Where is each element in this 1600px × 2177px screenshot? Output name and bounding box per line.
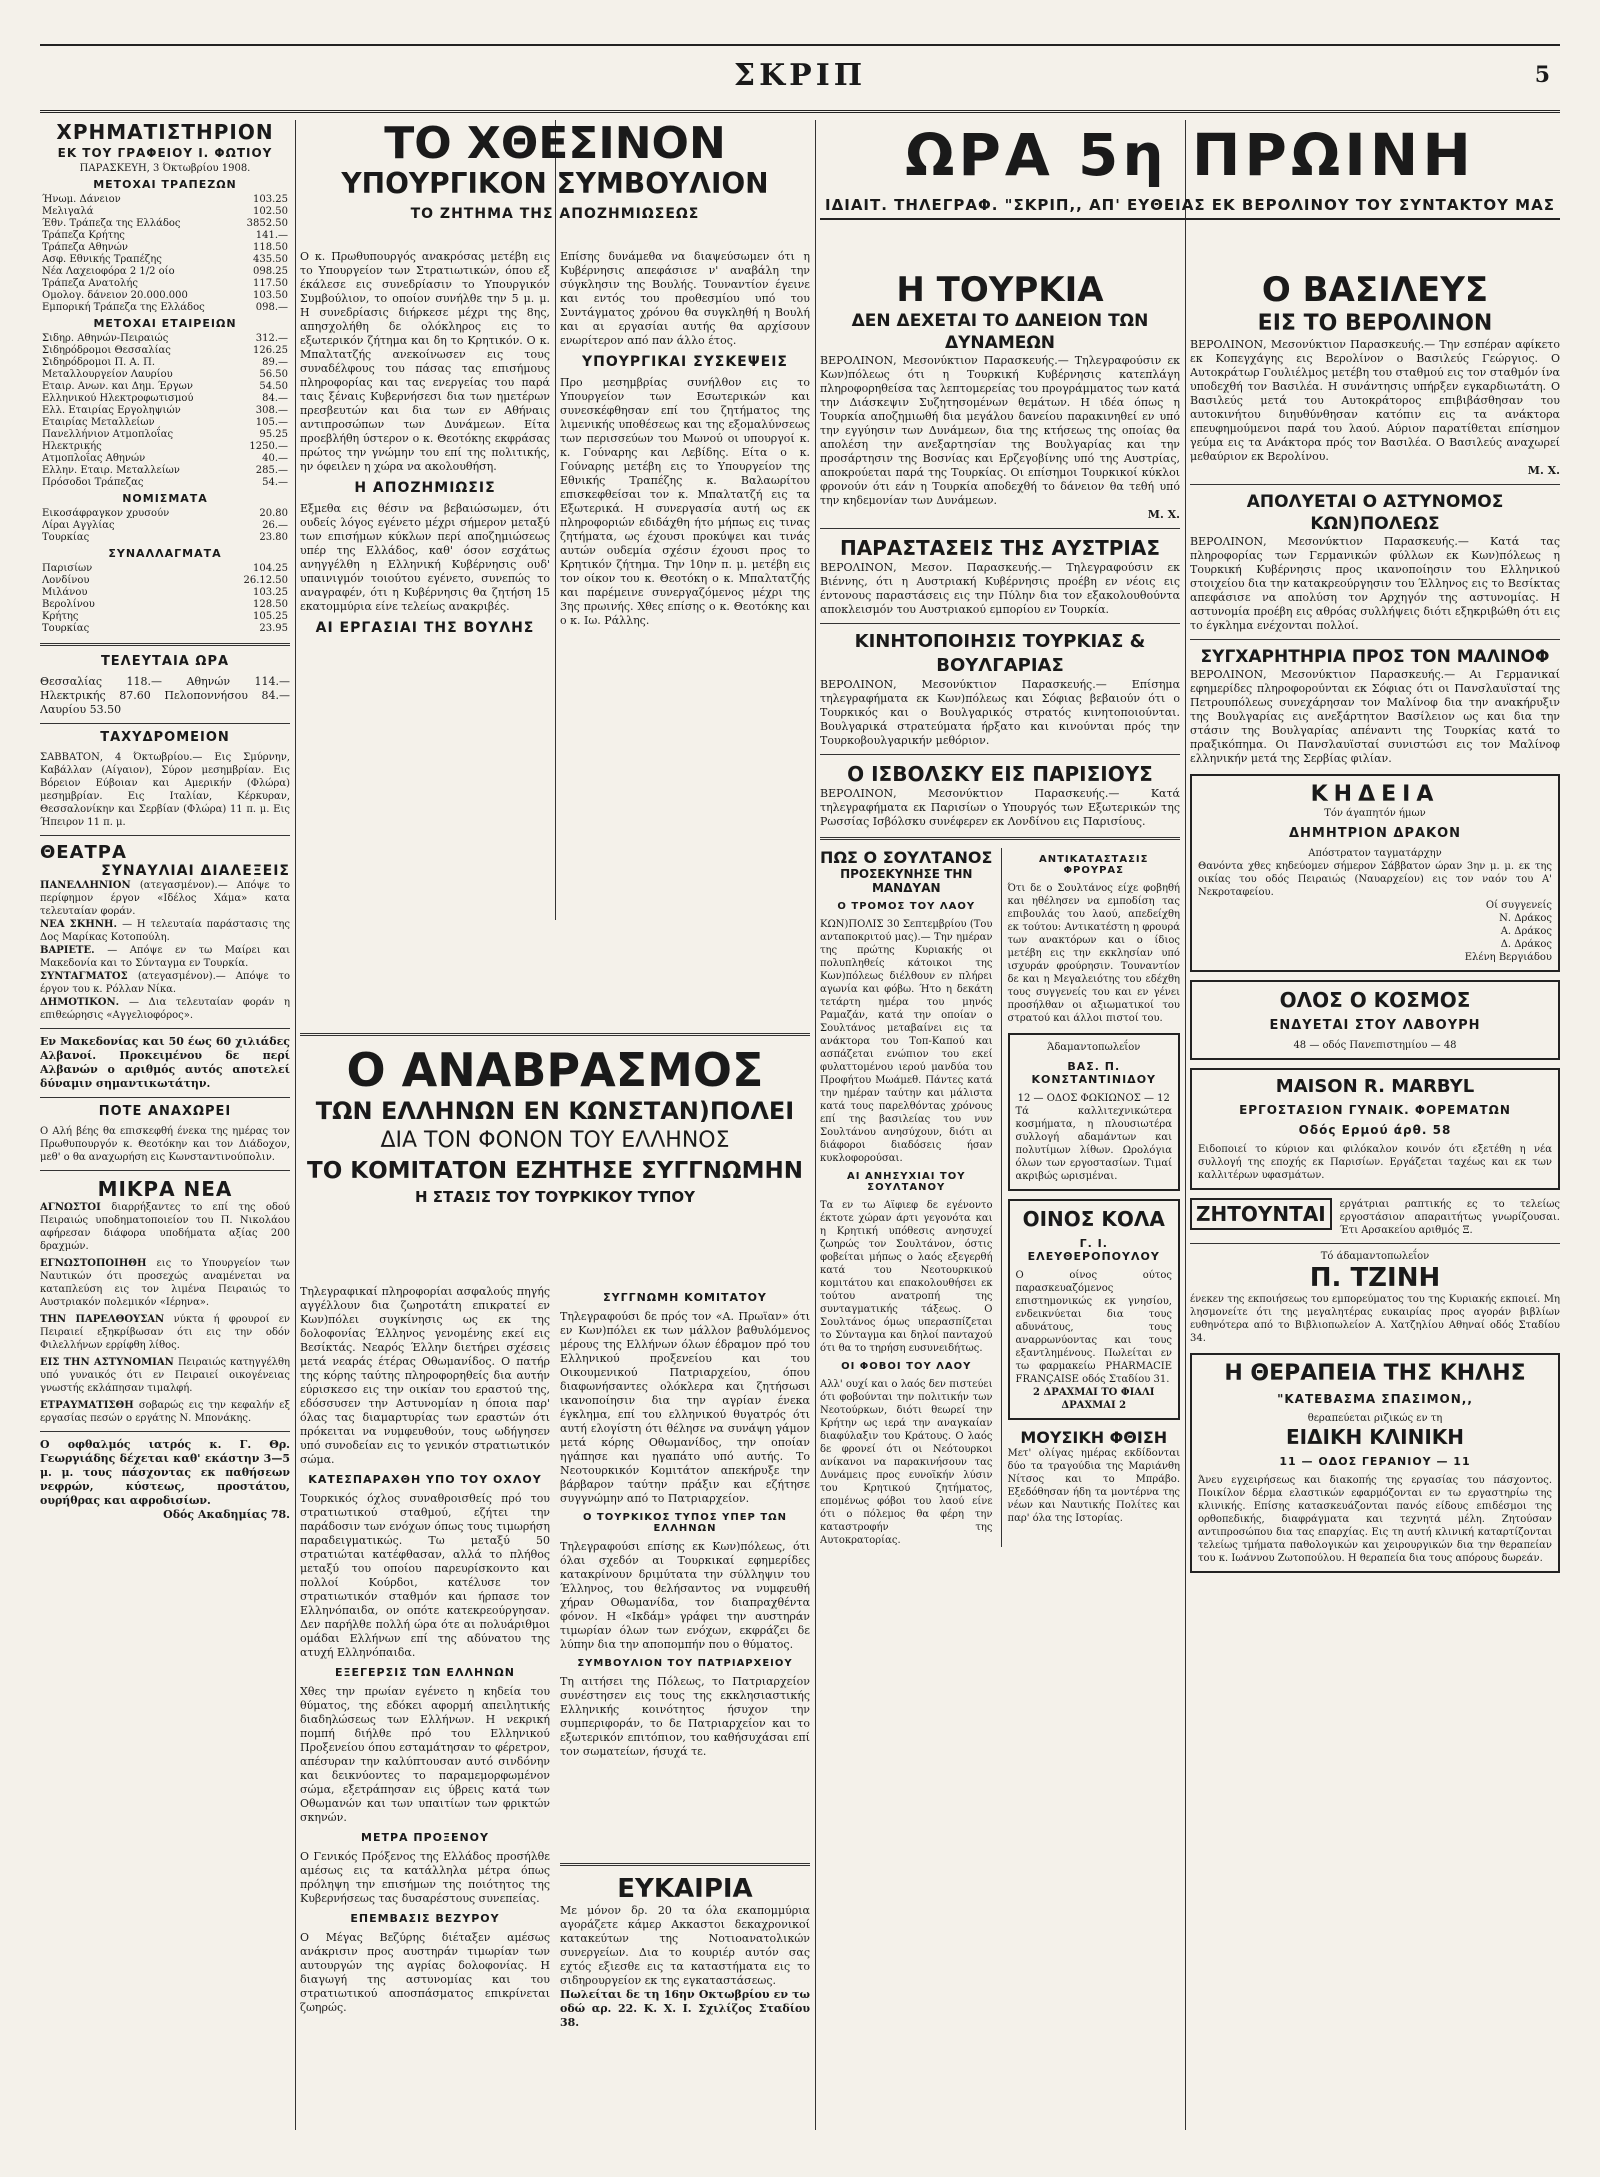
price-name: Μεταλλουργείον Λαυρίου [42, 369, 173, 380]
timely-address: Πωλείται δε τη 16ην Οκτωβρίου εν τω οδώ αρ. 22. Κ. Χ. Ι. Σχιλίζος Σταδίου 38. [560, 1988, 810, 2029]
price-row [40, 278, 290, 290]
turkey-subtitle: ΔΕΝ ΔΕΧΕΤΑΙ ΤΟ ΔΑΝΕΙΟΝ ΤΩΝ ΔΥΝΑΜΕΩΝ [851, 311, 1149, 353]
price-name: Νέα Λαχειοφόρα 2 1/2 οίο [42, 266, 175, 277]
council-article-header [300, 120, 810, 228]
column-exchange [40, 120, 290, 2130]
price-name: Τουρκίας [42, 623, 90, 634]
price-value: 098.25 [253, 266, 288, 277]
coins-title: ΝΟΜΙΣΜΑΤΑ [122, 492, 208, 505]
tzinis-label: Τό άδαμαντοπωλεΐον [1320, 1251, 1430, 1262]
price-row [40, 393, 290, 405]
austria-title: ΠΑΡΑΣΤΑΣΕΙΣ ΤΗΣ ΑΥΣΤΡΙΑΣ [839, 536, 1161, 560]
page-number: 5 [1534, 62, 1550, 88]
mobilization-text: ΒΕΡΟΛΙΝΟΝ, Μεσονύκτιον Παρασκευής.— Επίσημα τηλεγραφήματα εκ Κων)πόλεως και Σόφιας βεβαιούν ότι ο Τουρκικός και ο Βουλγαρικός στρατός κινητοποιούνται. Βουλγαρικά στρατεύματα ήρξατο και κινούνται πρός την Τουρκοβουλγαρικήν μεθόριον. [820, 678, 1180, 747]
price-name: Τράπεζα Αθηνών [42, 242, 128, 253]
theatre-text: (ατεγασμένον).— Απόψε το έργον του κ. Ρόλλαν Νίκα. [40, 971, 290, 995]
price-value: 54.50 [259, 381, 288, 392]
theatre-item [40, 944, 290, 970]
last-hour-title: ΤΕΛΕΥΤΑΙΑ ΩΡΑ [100, 654, 230, 669]
king-signature: Μ. Χ. [1527, 464, 1560, 477]
wine-ad [1008, 1199, 1181, 1420]
post-text: ΣΑΒΒΑΤΟΝ, 4 Όκτωβρίου.— Εις Σμύρνην, Καβάλλαν (Αίγαιον), Σύρον μεσημβρίαν. Εις Βόρειον Εύβοιαν και Αμερικήν (Φλώρα) μεσημβρίαν. Εις Ιταλίαν, Κέρκυραν, Θεσσαλονίκην και Σερβίαν (Φλώρα) 11 π. μ. Εις Ήπειρον 11 π. μ. [40, 752, 290, 828]
price-row [40, 302, 290, 314]
therapy-ad [1190, 1353, 1560, 1573]
price-row [40, 230, 290, 242]
jeweller-address: 12 — ΟΔΟΣ ΦΩΚΙΩΝΟΣ — 12 [1017, 1093, 1170, 1104]
price-value: 26.12.50 [243, 575, 288, 586]
chamber-text: Επίσης δυνάμεθα να διαψεύσωμεν ότι η Κυβέρνησις απεφάσισε ν' αναβάλη την σύγκλησιν της Βουλής. Τουναντίον έγεινε και εντός του προθεσμίου υπό του Συντάγματος χρόνου θα συγκληθή η Βουλή και αι εργασίαι αυτής θα αρχίσουν ενωρίτερον από παν άλλο έτος. [560, 250, 810, 347]
price-value: 56.50 [259, 369, 288, 380]
chamber-title: ΑΙ ΕΡΓΑΣΙΑΙ ΤΗΣ ΒΟΥΛΗΣ [315, 620, 535, 636]
minor-news-text: διαρρήξαντες το επί της οδού Πειραιώς υποδηματοποιείον του Π. Νικολάου αφήρεσαν διάφορα υποδήματα αξίας 200 δραχμών. [40, 1202, 290, 1252]
funeral-family [1198, 899, 1552, 964]
price-value: 308.— [255, 405, 288, 416]
sultan-kicker: Ο ΤΡΟΜΟΣ ΤΟΥ ΛΑΟΥ [837, 901, 976, 912]
compensation-text: Εξμεθα εις θέσιν να βεβαιώσωμεν, ότι ουδείς λόγος εγένετο μέχρι σήμερον μεταξύ των επισήμων κύκλων περί αποζημιώσεως υπέρ της Ελλάδος, καθ' όσον εσχάτως ανηγγέλθη η Ελληνική Κυβέρνησις ουδ' υπαινιγμόν τοιούτου εγένετο, συνεπώς το αναγραφέν, ότι η Κυβέρνησις θα ζητήση 15 εκατομμύρια είνε τελείως ανακριβές. [300, 502, 550, 613]
price-value: 103.25 [253, 194, 288, 205]
theatre-list [40, 879, 290, 1022]
music-title: ΜΟΥΣΙΚΗ ΦΘΙΣΗ [1020, 1428, 1168, 1447]
timely-ad [560, 1855, 810, 2125]
maison-address: Οδός Ερμού άρθ. 58 [1298, 1123, 1452, 1137]
price-name: Κρήτης [42, 611, 79, 622]
column-rule [555, 120, 556, 920]
price-value: 105.25 [253, 611, 288, 622]
price-value: 20.80 [259, 508, 288, 519]
price-value: 103.25 [253, 587, 288, 598]
price-name: Σιδηρ. Αθηνών-Πειραιώς [42, 333, 169, 344]
therapy-sub2: θεραπεύεται ριζικώς εν τη [1307, 1413, 1443, 1424]
theatre-item [40, 879, 290, 918]
minor-news-text: Πειραιώς κατηγγέλθη υπό γυναικός ότι εν Πειραιεί οικογένειας γνωστής εκλάπησαν τιμαλφή. [40, 1357, 290, 1394]
departure-title: ΠΟΤΕ ΑΝΑΧΩΡΕΙ [98, 1104, 232, 1119]
minor-news-item [40, 1201, 290, 1253]
therapy-title: Η ΘΕΡΑΠΕΙΑ ΤΗΣ ΚΗΛΗΣ [1224, 1361, 1526, 1386]
masthead [40, 40, 1560, 113]
theatre-text: (ατεγασμένον).— Απόψε το περίφημον έργον «Ιδέλος Χάμα» κατα τελευταίαν φοράν. [40, 880, 290, 917]
fears-title: ΟΙ ΦΟΒΟΙ ΤΟΥ ΛΑΟΥ [841, 1361, 972, 1372]
price-row [40, 290, 290, 302]
macedonia-note: Εν Μακεδονίας και 50 έως 60 χιλιάδες Αλβανοί. Προκειμένου δε περί Αλβανών ο αριθμός αυτός αποτελεί δύναμιν σημαντικωτάτην. [40, 1035, 290, 1090]
world-sub: ΕΝΔΥΕΤΑΙ ΣΤΟΥ ΛΑΒΟΥΡΗ [1269, 1018, 1481, 1033]
council-meetings-title: ΥΠΟΥΡΓΙΚΑΙ ΣΥΣΚΕΨΕΙΣ [582, 354, 788, 370]
price-name: Εμπορική Τράπεζα της Ελλάδος [42, 302, 205, 313]
ferment-line3: ΔΙΑ ΤΟΝ ΦΟΝΟΝ ΤΟΥ ΕΛΛΗΝΟΣ [380, 1128, 730, 1153]
press-title: Ο ΤΟΥΡΚΙΚΟΣ ΤΥΠΟΣ ΥΠΕΡ ΤΩΝ ΕΛΛΗΝΩΝ [582, 1512, 788, 1534]
turkey-signature: Μ. Χ. [1147, 508, 1180, 521]
price-name: Λίραι Αγγλίας [42, 520, 115, 531]
theatre-text: — Δια τελευταίαν φοράν η επιθεώρησις «Αγγελιοφόρος». [40, 997, 290, 1021]
consul-measures-text: Ο Γενικός Πρόξενος της Ελλάδος προσήλθε αμέσως εις τα κατάλληλα μέτρα όπως πρόληψη την επισήμων της ποιότητος της Κυβερνήσεως τας δυσαρέστους συνεπείας. [300, 1850, 550, 1905]
theatre-item [40, 970, 290, 996]
ferment-column-b [560, 1285, 810, 1845]
price-row [40, 575, 290, 587]
unrest-title: ΑΙ ΑΝΗΣΥΧΙΑΙ ΤΟΥ ΣΟΥΛΤΑΝΟΥ [847, 1171, 966, 1193]
fx-title: ΣΥΝΑΛΛΑΓΜΑΤΑ [108, 547, 222, 560]
police-text: ΒΕΡΟΛΙΝΟΝ, Μεσονύκτιον Παρασκευής.— Κατά τας πληροφορίας των Γερμανικών φύλλων εκ Κων)πόλεως η Τουρκική Κυβέρνησις προς ικανοποίησιν του Ελληνικού στοιχείου δια την κατακρεούργησιν του Έλληνος εις το Βεσίκτας απεφάσισε να απολύση τον Αρχηγόν της αστυνομίας. Η αστυνομία προέβη εις αθρόας συλλήψεις διότι εξηκριβώθη ότι εις το έγκλημα ενέχονται πολλοί. [1190, 535, 1560, 632]
funeral-family-member: Οί συγγενείς [1485, 900, 1552, 911]
ferment-title: Ο ΑΝΑΒΡΑΣΜΟΣ [346, 1043, 764, 1097]
banks-table [40, 194, 290, 314]
king-subtitle: ΕΙΣ ΤΟ ΒΕΡΟΛΙΝΟΝ [1257, 311, 1493, 336]
price-name: Μιλάνου [42, 587, 88, 598]
crowd-text: Τουρκικός όχλος συναθροισθείς πρό του στρατιωτικού σταθμού, εζήτει την παράδοσιν των ενόχων όπως τους τιμωρήση παραδειγματικώς. Τω μεταξύ 50 στρατιώται κατέφθασαν, αλλά το πλήθος μεταξύ του οποίου παρευρίσκοντο και πολλοί Κούρδοι, κατέλυσε τον στρατιωτικόν σταθμόν και ήρπασε τον Ελληνόπαιδα, ον οπότε κατεκρεούργησαν. Δεν παρήλθε πολλή ώρα ότε αι πολυάριθμοι ομάδαι Ελλήνων επί της αδύνατου της ατυχή Ελληνόπαιδα. [300, 1492, 550, 1659]
funeral-family-member: Α. Δράκος [1500, 926, 1552, 937]
column-rule [815, 120, 816, 2130]
price-row [40, 465, 290, 477]
izvolsky-title: Ο ΙΣΒΟΛΣΚΥ ΕΙΣ ΠΑΡΙΣΙΟΥΣ [847, 762, 1153, 786]
price-value: 84.— [262, 393, 288, 404]
uprising-text: Χθες την πρωίαν εγένετο η κηδεία του θύματος, της εδόκει αφορμή απειλητικής διαδηλώσεως των Ελλήνων. Η νεκρική πομπή διήλθε πρό του Ελληνικού Προξενείου όπου εσταμάτησαν το φέρετρον, απέσυραν την καλύπτουσαν αυτό σινδόνην και δεικνύοντες το παραμεμορφωμένον σώμα, εξετράπησαν εις ύβρεις κατά των Οθωμανών και των υπαιτίων των φρικτών σκηνών. [300, 1685, 550, 1824]
wine-title: ΟΙΝΟΣ ΚΟΛΑ [1022, 1207, 1165, 1231]
price-name: Ομολογ. δάνειον 20.000.000 [42, 290, 188, 301]
compensation-title: Η ΑΠΟΖΗΜΙΩΣΙΣ [354, 480, 496, 496]
price-name: Ελλην. Εταιρ. Μεταλλείων [42, 465, 180, 476]
price-row [40, 266, 290, 278]
theatre-title: ΘΕΑΤΡΑ [40, 842, 127, 863]
consul-measures-title: ΜΕΤΡΑ ΠΡΟΞΕΝΟΥ [361, 1831, 489, 1844]
apology-title: ΣΥΓΓΝΩΜΗ ΚΟΜΙΤΑΤΟΥ [603, 1291, 767, 1304]
price-row [40, 532, 290, 544]
council-kicker: ΤΟ ΖΗΤΗΜΑ ΤΗΣ ΑΠΟΖΗΜΙΩΣΕΩΣ [410, 206, 700, 222]
theatre-name: ΔΗΜΟΤΙΚΟΝ. [40, 997, 129, 1008]
price-row [40, 357, 290, 369]
greetings-title: ΣΥΓΧΑΡΗΤΗΡΙΑ ΠΡΟΣ ΤΟΝ ΜΑΛΙΝΟΦ [1200, 647, 1550, 667]
price-value: 40.— [262, 453, 288, 464]
doctor-address: Οδός Ακαδημίας 78. [163, 1508, 290, 1521]
sultan-title: ΠΩΣ Ο ΣΟΥΛΤΑΝΟΣ [820, 848, 993, 867]
theatre-name: ΝΕΑ ΣΚΗΝΗ. [40, 919, 123, 930]
price-row [40, 218, 290, 230]
doctor-ad: Ο οφθαλμός ιατρός κ. Γ. Θρ. Γεωργιάδης δέχεται καθ' εκάστην 3—5 μ. μ. τους πάσχοντας εκ παθήσεων νεφρών, κύστεως, προστάτου, ουρήθρας και αφροδισίων. [40, 1438, 290, 1507]
izvolsky-text: ΒΕΡΟΛΙΝΟΝ, Μεσονύκτιον Παρασκευής.— Κατά τηλεγραφήματα εκ Παρισίων ο Υπουργός των Εξωτερικών της Ρωσσίας Ισβόλσκυ συνέφερεν εκ Λονδίνου εις Παρισίους. [820, 787, 1180, 828]
hour5-title: ΩΡΑ 5η ΠΡΩΙΝΗ [905, 121, 1475, 189]
newspaper-page [40, 40, 1560, 2140]
minor-news-head: ΤΗΝ ΠΑΡΕΛΘΟΥΣΑΝ [40, 1314, 174, 1325]
hour5-sub: ΙΔΙΑΙΤ. ΤΗΛΕΓΡΑΦ. "ΣΚΡΙΠ,, ΑΠ' ΕΥΘΕΙΑΣ ΕΚ ΒΕΡΟΛΙΝΟΥ ΤΟΥ ΣΥΝΤΑΚΤΟΥ ΜΑΣ [820, 196, 1560, 220]
price-row [40, 333, 290, 345]
theatre-text: — Απόψε εν τω Μαίρει και Μακεδονία και το Σύνταγμα εν Τουρκία. [40, 945, 290, 969]
wine-price: 2 ΔΡΑΧΜΑΙ ΤΟ ΦΙΑΛΙ ΔΡΑΧΜΑΙ 2 [1033, 1387, 1155, 1411]
price-value: 89.— [262, 357, 288, 368]
guard-title: ΑΝΤΙΚΑΤΑΣΤΑΣΙΣ ΦΡΟΥΡΑΣ [1039, 854, 1149, 876]
price-value: 105.— [255, 417, 288, 428]
council-column-b [560, 250, 810, 1010]
tzinis-name: Π. ΤΖΙΝΗ [1309, 1263, 1441, 1293]
council-title: ΤΟ ΧΘΕΣΙΝΟΝ [384, 120, 726, 169]
price-row [40, 453, 290, 465]
tzinis-text: ένεκεν της εκποιήσεως του εμπορεύματος του της Κυριακής εκποιεί. Μη λησμονείτε ότι της μεγαλητέρας ευκαιρίας προς αγοράν βιβλίων ευθηνότερα από το Βιβλιοπωλείον Α. Χατζηλίου Αθηναί οδός Σταδίου 34. [1190, 1294, 1560, 1344]
price-row [40, 623, 290, 635]
price-value: 95.25 [259, 429, 288, 440]
price-name: Εικοσάφραγκον χρυσούν [42, 508, 170, 519]
price-row [40, 381, 290, 393]
minor-news-head: ΕΙΣ ΤΗΝ ΑΣΤΥΝΟΜΙΑΝ [40, 1357, 178, 1368]
departure-text: Ο Αλή βέης θα επισκεφθή ένεκα της ημέρας τον Πρωθυπουργόν κ. Θεοτόκην και τον Διάδοχον, μεθ' ο θα αναχωρήση εις Κωνσταντινούπολιν. [40, 1126, 290, 1163]
exchange-title: ΧΡΗΜΑΤΙΣΤΗΡΙΟΝ [56, 120, 274, 144]
masthead-rule [40, 44, 1560, 46]
minor-news-text: νύκτα ή φρουροί εν Πειραιεί εξηκρίβωσαν ότι εις την οδόν Φιλελλήνων ερρίφθη λίθος. [40, 1314, 290, 1351]
price-value: 23.95 [259, 623, 288, 634]
price-row [40, 417, 290, 429]
jeweller-name: ΒΑΣ. Π. ΚΟΝΣΤΑΝΤΙΝΙΔΟΥ [1031, 1060, 1157, 1086]
maison-title: MAISON R. MARBYL [1275, 1076, 1475, 1097]
price-name: Βερολίνου [42, 599, 95, 610]
price-value: 117.50 [253, 278, 288, 289]
price-name: Σιδηρόδρομοι Π. Α. Π. [42, 357, 155, 368]
minor-news-text: εις το Υπουργείον των Ναυτικών ότι προσεχώς αναμένεται να καταπλεύση εις τον λιμένα Πειραιώς το Αυστριακόν πολεμικόν «Ιέρηνα». [40, 1258, 290, 1308]
price-row [40, 599, 290, 611]
maison-ad [1190, 1068, 1560, 1190]
price-name: Πρόσοδοι Τράπεζας [42, 477, 144, 488]
price-name: Ελληνικού Ηλεκτροφωτισμού [42, 393, 194, 404]
theatre-name: ΒΑΡΙΕΤΕ. [40, 945, 108, 956]
price-value: 23.80 [259, 532, 288, 543]
price-value: 26.— [262, 520, 288, 531]
price-name: Ηλεκτρικής [42, 441, 102, 452]
jeweller-ad [1008, 1033, 1181, 1191]
turkey-title: Η ΤΟΥΡΚΙΑ [896, 270, 1104, 310]
price-name: Τράπεζα Ανατολής [42, 278, 138, 289]
exchange-source: ΕΚ ΤΟΥ ΓΡΑΦΕΙΟΥ Ι. ΦΩΤΙΟΥ [57, 146, 273, 160]
price-name: Σιδηρόδρομοι Θεσσαλίας [42, 345, 171, 356]
price-row [40, 405, 290, 417]
price-value: 285.— [255, 465, 288, 476]
price-row [40, 194, 290, 206]
price-name: Ατμοπλοΐας Αθηνών [42, 453, 146, 464]
ferment-column-a [300, 1285, 550, 2125]
wanted-ad [1190, 1198, 1560, 1237]
price-row [40, 254, 290, 266]
minor-news-title: ΜΙΚΡΑ ΝΕΑ [97, 1177, 233, 1201]
price-row [40, 587, 290, 599]
price-value: 3852.50 [246, 218, 288, 229]
paper-name: ΣΚΡΙΠ [733, 58, 867, 93]
wine-text: Ο οίνος ούτος παρασκευαζόμενος επιστημονικώς εκ γνησίου, ενδεικνύεται δια τους αδυνάτους, τους αναρρωνύοντας και τους εξαντλημένους. Πωλείται εν τω φαρμακείω PHARMACIE FRANÇAISE οδός Σταδίου 31. [1015, 1270, 1172, 1385]
companies-table [40, 333, 290, 489]
ferment-line2: ΤΩΝ ΕΛΛΗΝΩΝ ΕΝ ΚΩΝΣΤΑΝ)ΠΟΛΕΙ [315, 1097, 795, 1125]
price-value: 104.25 [253, 563, 288, 574]
press-text: Τηλεγραφούσι επίσης εκ Κων)πόλεως, ότι όλαι σχεδόν αι Τουρκικαί εφημερίδες κατακρίνουν δριμύτατα την σύλληψιν του Έλληνος, του θελήσαντος να νυμφευθή χήραν Οθωμανίδα, τον διαπραχθέντα φόνον. Η «Ικδάμ» γράφει την αυστηράν τιμωρίαν όλων των ενόχων, εκφράζει δε λύπην δια την αποπομπήν που ο θύματος. [560, 1540, 810, 1651]
sultan-column-a [820, 848, 993, 1547]
maison-sub: ΕΡΓΟΣΤΑΣΙΟΝ ΓΥΝΑΙΚ. ΦΟΡΕΜΑΤΩΝ [1239, 1103, 1511, 1117]
price-value: 435.50 [253, 254, 288, 265]
greetings-text: ΒΕΡΟΛΙΝΟΝ, Μεσονύκτιον Παρασκευής.— Αι Γερμανικαί εφημερίδες πληροφορούνται εκ Σόφιας ότι οι Πανσλαυϊσταί της Πετρουπόλεως συνεχάρησαν τον Μαλίνοφ δια την ανακήρυξιν της Βουλγαρίας εις ανεξάρτητον Βασίλειον ως και δια την στάσιν της Βουλγαρίας απέναντι της Τουρκίας κατά το πραξικόπημα. Οι Πανσλαυϊσταί συνιστώσι εις τον Μαλίνοφ ελληνικήν μετά της Σερβίας φιλίαν. [1190, 668, 1560, 765]
funeral-title: ΚΗΔΕΙΑ [1310, 782, 1440, 807]
hour5-banner [820, 120, 1560, 260]
theatre-text: — Η τελευταία παράστασις της Δος Μαρίκας Κοτοπούλη. [40, 919, 290, 943]
banks-title: ΜΕΤΟΧΑΙ ΤΡΑΠΕΖΩΝ [93, 178, 237, 191]
theatre-name: ΣΥΝΤΑΓΜΑΤΟΣ [40, 971, 138, 982]
crowd-title: ΚΑΤΕΣΠΑΡΑΧΘΗ ΥΠΟ ΤΟΥ ΟΧΛΟΥ [308, 1473, 542, 1486]
sultan-text: ΚΩΝ)ΠΟΛΙΣ 30 Σεπτεμβρίου (Του ανταποκριτού μας).— Την ημέραν της πρώτης Κυριακής οι πολυπληθείς κάτοικοι της Κων)πόλεως διέλθουν εν πλήρει αγωνία και φόβω. Ήτο η δεκάτη τετάρτη ημέρα του μηνός Ραμαζάν, κατά την οποίαν ο Σουλτάνος μεταβαίνει εις τα ανάκτορα του Τοπ-Καπού και ασπάζεται ενώπιον του εκεί φυλαττομένου ιερού μανδύα του Προφήτου Μωάμεθ. Πάντες κατά την ημέραν ταύτην και μάλιστα κατά τους παρελθόντας χρόνους επί της βασιλείας του νυν Σουλτάνου ανησύχουν, διότι αι διάφοροι διαδόσεις ήσαν κυκλοφορούσαι. [820, 919, 993, 1164]
price-row [40, 206, 290, 218]
timely-title: ΕΥΚΑΙΡΙΑ [617, 1874, 753, 1904]
fx-table [40, 563, 290, 635]
minor-news-head: ΕΤΡΑΥΜΑΤΙΣΘΗ [40, 1400, 139, 1411]
minor-news-head: ΑΓΝΩΣΤΟΙ [40, 1202, 112, 1213]
funeral-role: Απόστρατον ταγματάρχην [1308, 848, 1442, 859]
price-row [40, 611, 290, 623]
council-column-a [300, 250, 550, 1010]
wanted-text: εργάτριαι ραπτικής ες το τελείως εργοστάσιον απαραιτήτως γνωρίζουσαι. Έτι Αρσακείου αριθμός Ξ. [1339, 1199, 1560, 1236]
price-value: 102.50 [253, 206, 288, 217]
ferment-text: Τηλεγραφικαί πληροφορίαι ασφαλούς πηγής αγγέλλουν δια ζωηροτάτη επικρατεί εν Κων)πόλει συγκίνησις ως εκ της δολοφονίας Έλληνος γενομένης εκεί εις Βεσίκτάς. Νεαρός Έλλην διετήρει σχέσεις μετά νεαράς έτέρας Οθωμανίδος. Ο πατήρ της κόρης ταύτης πληροφορηθείς δια αυτήν εύρισκεσο εις την οικίαν του εραστού της, εδόσσυσεν την Αστυνομίαν η όποια παρ' όλας τας διαμαρτυρίας των εραστών ότι πρόκειται να νυμφευθούν, τους ωδήγησεν υπό συνοδείαν εις το γενικόν στρατιωτικόν σώμα. [300, 1285, 550, 1466]
minor-news-list [40, 1201, 290, 1425]
price-name: Λονδίνου [42, 575, 90, 586]
jeweller-label: Άδαμαντοπωλεΐον [1047, 1042, 1141, 1053]
sultan-section [820, 848, 1180, 1547]
minor-news-item [40, 1257, 290, 1309]
turkey-text: ΒΕΡΟΛΙΝΟΝ, Μεσονύκτιον Παρασκευής.— Τηλεγραφούσιν εκ Κων)πόλεως ότι η Τουρκική Κυβέρνησις κατεπλάγη πληροφορηθείσα τας λεπτομερείας του προγράμματος των κατά την Διάσκεψιν Συζητησομένων θεμάτων. Η ιδέα όπως η Τουρκία αποζημιωθή δια μεγάλου δανείου παρακινηθεί εν υπό την εγγύησιν των Δυνάμεων, δια της κτήσεως της οποίας θα απολέση την ανεξαρτησίαν της Βουλγαρίας και την προσάρτησιν της Βοσνίας και Ερζεγοβίνης υπό της Αυστρίας, αποκρούεται παρά της Τουρκίας. Οι επίσημοι Τουρκικοί κύκλοι φρονούν ότι εάν η Τουρκία αποδεχθή το δάνειον θα τεθή υπό την κηδεμονίαν των Δυνάμεων. [820, 354, 1180, 507]
jeweller-text: Τά καλλιτεχνικώτερα κοσμήματα, η πλουσιωτέρα συλλογή αδαμάντων και πολυτίμων λίθων. Ωρολόγια όλων των εργοστασίων. Τιμαί ακριβώς ωρισμέναι. [1015, 1106, 1172, 1182]
theatre-subtitle: ΣΥΝΑΥΛΙΑΙ ΔΙΑΛΕΞΕΙΣ [101, 863, 290, 879]
vizier-title: ΕΠΕΜΒΑΣΙΣ ΒΕΖΥΡΟΥ [350, 1912, 500, 1925]
apology-text: Τηλεγραφούσι δε πρός τον «Α. Πρωϊαν» ότι εν Κων)πόλει εκ των μάλλον βαθυλόμενος μέρους της Ελλήνων όλων έδραμον πρό του Ελληνικού προξενείου και του Οικουμενικού Πατριαρχείου, όπου διαφωνήσαντες ολόκλερα και ζητήσωσι ικανοποίησιν δια την αγρίαν ένεκα έγκλημα, επί του ελληνικού θυγατρός ότι αυτή ελογίστη ότι θέλησε να συνάψη γάμον μετά κόρης Οθωμανίδος, την οποίαν ηγάπησε και ηγαπάτο υπό αυτής. Το Νεοτουρκικόν Κομιτάτον απεκήρυξε την βάρβαρον ταύτην πράξιν και εζήτησε συγγνώμην από το Πατριαρχείον. [560, 1310, 810, 1505]
price-row [40, 508, 290, 520]
therapy-clinic: ΕΙΔΙΚΗ ΚΛΙΝΙΚΗ [1285, 1425, 1465, 1449]
king-title: Ο ΒΑΣΙΛΕΥΣ [1261, 270, 1489, 310]
price-value: 141.— [255, 230, 288, 241]
price-value: 098.— [255, 302, 288, 313]
price-value: 118.50 [253, 242, 288, 253]
theatre-name: ΠΑΝΕΛΛΗΝΙΟΝ [40, 880, 140, 891]
price-value: 54.— [262, 477, 288, 488]
maison-text: Ειδοποιεί το κύριον και φιλόκαλον κοινόν ότι εξετέθη η νέα συλλογή της εποχής εκ Παρισίων. Εργάζεται ταχέως και εκ των καλλιτέρων υφασμάτων. [1198, 1144, 1552, 1181]
patriarchate-title: ΣΥΜΒΟΥΛΙΟΝ ΤΟΥ ΠΑΤΡΙΑΡΧΕΙΟΥ [577, 1658, 793, 1669]
fears-text: Αλλ' ουχί και ο λαός δεν πιστεύει ότι φοβούνται την πολιτικήν των Νεοτούρκων, διότι θεωρεί την Κρήτην ως ιερά την αναγκαίαν διαφύλαξιν του Κράτους. Ο λαός δε φρονεί ότι οι Νεότουρκοι ανίκανοι να παρακινήσουν τας Δυνάμεις προς ευνοϊκήν λύσιν του Κρητικού ζητήματος, επομένως φόβοι του λαού είνε ότι ο πόλεμος θα φέρη την καταστροφήν της Αυτοκρατορίας. [820, 1379, 993, 1546]
price-row [40, 429, 290, 441]
price-name: Μελιγαλά [42, 206, 94, 217]
council-subtitle: ΥΠΟΥΡΓΙΚΟΝ ΣΥΜΒΟΥΛΙΟΝ [341, 167, 769, 200]
price-value: 128.50 [253, 599, 288, 610]
minor-news-item [40, 1356, 290, 1395]
price-value: 103.50 [253, 290, 288, 301]
clothing-ad [1190, 980, 1560, 1060]
last-hour-text: Θεσσαλίας 118.— Αθηνών 114.— Ηλεκτρικής 87.60 Πελοποννήσου 84.— Λαυρίου 53.50 [40, 675, 290, 716]
price-row [40, 563, 290, 575]
ferment-headline [300, 1025, 810, 1208]
column-rule [1185, 120, 1186, 2130]
price-name: Τουρκίας [42, 532, 90, 543]
funeral-family-member: Ελένη Βεργιάδου [1464, 952, 1552, 963]
minor-news-item [40, 1313, 290, 1352]
price-row [40, 242, 290, 254]
price-value: 126.25 [253, 345, 288, 356]
column-rule [295, 120, 296, 2130]
guard-text: Ότι δε ο Σουλτάνος είχε φοβηθή και ηθέλησεν να εμποδίση τας επιβουλάς του λαού, απεδείχθη εκ τούτου: Αντικατέστη η φρουρά των ανακτόρων και ο ίδιος μετέβη εις την εκκλησίαν υπό ισχυράν φρούρησιν. Τουναντίον δε και η Μεγαλειότης του εδέχθη τους συγγενείς του και εν γένει προσήλθαν οι αξιωματικοί του στρατού και άλλοι πιστοί του. [1007, 883, 1180, 1024]
wine-maker: Γ. Ι. ΕΛΕΥΘΕΡΟΠΟΥΛΟΥ [1027, 1237, 1160, 1263]
companies-title: ΜΕΤΟΧΑΙ ΕΤΑΙΡΕΙΩΝ [93, 317, 237, 330]
price-name: Έθν. Τράπεζα της Ελλάδος [42, 218, 181, 229]
post-title: ΤΑΧΥΔΡΟΜΕΙΟΝ [100, 730, 230, 745]
exchange-date: ΠΑΡΑΣΚΕΥΗ, 3 Όκτωβρίου 1908. [79, 163, 251, 174]
timely-text: Με μόνον δρ. 20 τα όλα εκαπομμύρια αγοράζετε κάμερ Ακκαστοι δεκαχρονικοί κατακεύτων της Νοτιοανατολικών συνεργείων. Δια το κουριέρ αυτόν σας εχτός εξιεσθε εις τα καταστήματα εις το σιδηρουργείον εκ της εγκαταστάσεως. [560, 1904, 810, 1987]
price-name: Πανελλήνιον Ατμοπλοΐας [42, 429, 174, 440]
unrest-text: Τα εν τω Αϊφιεφ δε εγένοντο έκτοτε χώραν άρτι γεγονότα και η Κρητική υπόθεσις ανησυχεί ζωηρώς τον Σουλτάνον, όστις φοβείται μήπως ο λαός εξεγερθή κατά του Νεοτουρκικού κομιτάτου και επακολουθήσει εκ τούτου ανατροπή της συνταγματικής τάξεως. Ο Σουλτάνος όμως υπερασπίζεται το Σύνταγμα και δηλοί πανταχού ότι θα το τηρήση ευσυνειδήτως. [820, 1200, 993, 1354]
world-title: ΟΛΟΣ Ο ΚΟΣΜΟΣ [1279, 988, 1471, 1012]
mobilization-title: ΚΙΝΗΤΟΠΟΙΗΣΙΣ ΤΟΥΡΚΙΑΣ & ΒΟΥΛΓΑΡΙΑΣ [854, 631, 1146, 676]
sultan-column-b [1001, 848, 1181, 1547]
price-name: Εταιρίας Μεταλλείων [42, 417, 155, 428]
price-row [40, 477, 290, 489]
coins-table [40, 508, 290, 544]
price-row [40, 520, 290, 532]
theatre-item [40, 918, 290, 944]
price-name: Εταιρ. Ανων. και Δημ. Έργων [42, 381, 193, 392]
price-name: Ελλ. Εταιρίας Εργοληψιών [42, 405, 181, 416]
price-row [40, 441, 290, 453]
minor-news-item [40, 1399, 290, 1425]
price-name: Ήνωμ. Δάνειον [42, 194, 121, 205]
funeral-family-member: Δ. Δράκος [1500, 939, 1552, 950]
funeral-family-member: Ν. Δράκος [1499, 913, 1552, 924]
king-text: ΒΕΡΟΛΙΝΟΝ, Μεσονύκτιον Παρασκευής.— Την εσπέραν αφίκετο εκ Κοπεγχάγης εις Βερολίνον ο Βασιλεύς Γεώργιος. Ο Αυτοκράτωρ Γουλιέλμος μετέβη του σταθμού εις τον σταθμόν ίνα υποδεχθή τον Βασιλέα. Η συνάντησις υπήρξεν εγκαρδιωτάτη. Ο Βασιλεύς μετά του Αυτοκράτορος επιβιβάσθησαν του αυτοκινήτου διηυθύνθησαν κατόπιν εις τα ανάκτορα επευφημούμενοι παρά του λαού. Αύριον παρατίθεται επίσημον γεύμα εις τα Ανάκτορα πρός τον Βασιλέα. Ο Βασιλεύς αναχωρεί μεθαύριον εκ Βερολίνου. [1190, 338, 1560, 463]
council-text: Ο κ. Πρωθυπουργός ανακρόσας μετέβη εις το Υπουργείον των Στρατιωτικών, όπου εξ έκάλεσε εις συνεδρίασιν το Υπουργικόν Συμβούλιον, το οποίον συνήλθε την 5 μ. μ. Η συνεδρίασις διήρκεσε μέχρι της 8ης, απησχολήθη δε ολόκληρος εις το εξωτερικόν ζήτημα και δη το Κρητικόν. Ο κ. Μπαλτατζής ανεκοίνωσεν εις τους συναδέλφους του πάσας τας επισήμους πληροφορίας και τας ενεργείας του παρά ταις ξέναις Κυβερνήσεσι δια των ημετέρων πρεσβευτών και δια των εν Αθήναις αντιπροσώπων των Δυνάμεων. Είτα προεβλήθη ύστερον ο κ. Θεοτόκης εκφράσας πρώτος την γνώμην του επί της πολιτικής, ην όφειλεν η χώρα να ακολουθήση. [300, 250, 550, 473]
minor-news-head: ΕΓΝΩΣΤΟΠΟΙΗΘΗ [40, 1258, 157, 1269]
price-value: 1250.— [249, 441, 288, 452]
vizier-text: Ο Μέγας Βεζύρης διέταξεν αμέσως ανάκρισιν προς αυστηράν τιμωρίαν των αυτουργών της αγρίας δολοφονίας. Η διαγωγή της αστυνομίας και του στρατιωτικού αποσπάσματος επικρίνεται ζωηρώς. [300, 1931, 550, 2014]
police-title: ΑΠΟΛΥΕΤΑΙ Ο ΑΣΤΥΝΟΜΟΣ ΚΩΝ)ΠΟΛΕΩΣ [1246, 492, 1504, 534]
music-text: Μετ' ολίγας ημέρας εκδίδονται δύο τα τραγούδια της Μαριάνθη Νίτσος και το Μπράβο. Εξεδόθησαν ήδη τα μοντέρνα της νέων και Ναυτικής Πολίτες και παρ' όλα της Ιστορίας. [1007, 1448, 1180, 1524]
minor-news-text: σοβαρώς εις την κεφαλήν εξ εργασίας πεσών ο εργάτης Ν. Μπονάκης. [40, 1400, 290, 1424]
funeral-text: Θανόντα χθες κηδεύομεν σήμερον Σάββατον ώραν 3ην μ. μ. εκ της οικίας του οδός Πειραιώς (Ναυαρχείον) εις τον ναόν του Α' Νεκροταφείου. [1198, 861, 1552, 898]
austria-text: ΒΕΡΟΛΙΝΟΝ, Μεσον. Παρασκευής.— Τηλεγραφούσιν εκ Βιέννης, ότι η Αυστριακή Κυβέρνησις προέβη εν νέοις εις έντονους παραστάσεις εις την Πύλην δια τον εξακολουθούντα αποκλεισμόν του Αυστριακού εμπορίου εν Τουρκία. [820, 561, 1180, 616]
therapy-sub: "ΚΑΤΕΒΑΣΜΑ ΣΠΑΣΙΜΟΝ,, [1277, 1392, 1473, 1406]
price-row [40, 345, 290, 357]
wanted-title: ΖΗΤΟΥΝΤΑΙ [1190, 1198, 1332, 1230]
price-row [40, 369, 290, 381]
sultan-subtitle: ΠΡΟΣΕΚΥΝΗΣΕ ΤΗΝ ΜΑΝΔΥΑΝ [840, 867, 973, 895]
ferment-line4: ΤΟ ΚΟΜΙΤΑΤΟΝ ΕΖΗΤΗΣΕ ΣΥΓΓΝΩΜΗΝ [307, 1158, 803, 1184]
world-address: 48 — οδός Πανεπιστημίου — 48 [1293, 1040, 1457, 1051]
funeral-name: ΔΗΜΗΤΡΙΟΝ ΔΡΑΚΟΝ [1288, 826, 1462, 841]
price-name: Τράπεζα Κρήτης [42, 230, 125, 241]
column-right [1190, 270, 1560, 2130]
price-name: Παρισίων [42, 563, 93, 574]
patriarchate-text: Τη αιτήσει της Πόλεως, το Πατριαρχείον συνέστησεν εις τους της εκκλησιαστικής Ελληνικής κοινότητος ήσυχον την συμπεριφοράν, το δε Πατριαρχείον και το εξωτερικόν επιτόπιον, του καθήσυχάσαι επί τον σωματείων, ήσυχά τε. [560, 1675, 810, 1758]
price-value: 312.— [255, 333, 288, 344]
council-meetings-text: Προ μεσημβρίας συνήλθον εις το Υπουργείον των Εσωτερικών και συνεσκέφθησαν επί του ζητήματος της λιμενικής υποθέσεως και της εξομαλύνσεως των περισσεύων του Μωνού οι υπουργοί κ. κ. Γούναρης και Λεβίδης. Είτα ο κ. Γούναρης μετέβη εις το Υπουργείον της Εθνικής Τραπέζης κ. Βαλαωρίτου επισκεφθείσαι τον κ. Μπαλτατζή εις τα Εξωτερικά. Η συνεργασία αυτή ως εκ πληροφοριών εδιδάχθη ήτο μήπως εις τινας ζητήματα, ως έχουσι προκύψει και τινάς αυτών ουδεμία σχέσιν έχουσι προς το Κρητικόν ζήτημα. Την 10ην π. μ. μετέβη εις τον οίκον του κ. Θεοτόκη ο κ. Μπαλτατζής και παρέμεινε συνεργαζόμενος μέχρι της 3ης πρωινής. Χθες επίσης ο κ. Θεοτόκης και ο κ. Ιω. Ράλλης. [560, 376, 810, 627]
uprising-title: ΕΞΕΓΕΡΣΙΣ ΤΩΝ ΕΛΛΗΝΩΝ [335, 1666, 515, 1679]
funeral-notice [1190, 774, 1560, 972]
funeral-intro: Τόν άγαπητόν ήμων [1324, 808, 1426, 819]
therapy-text: Άνευ εγχειρήσεως και διακοπής της εργασίας του πάσχοντος. Ποικίλον δέρμα ελαστικών εφαρμόζονται εν τω εργαστηρίω της κλινικής. Επίσης κατασκευάζονται πανός είδους επιδέσμοι της ορθοπεδικής, διαφράγματα και τεχνητά μέλη. Ζητούσαν αντιπροσώπου δια τας επαρχίας. Εις τη αυτή κλινική καταρτίζονται τελείως τμήματα παθολογικών και χειρουργικών δια την θεραπείαν του κ. Ιωάννου Ζωτοπούλου. Η θεραπεία δια τους απόρους δωρεάν. [1198, 1475, 1552, 1564]
theatre-item [40, 996, 290, 1022]
ferment-line5: Η ΣΤΑΣΙΣ ΤΟΥ ΤΟΥΡΚΙΚΟΥ ΤΥΠΟΥ [415, 1188, 695, 1206]
column-telegrams [820, 270, 1180, 2130]
therapy-address: 11 — ΟΔΟΣ ΓΕΡΑΝΙΟΥ — 11 [1279, 1455, 1471, 1468]
price-name: Ασφ. Εθνικής Τραπέζης [42, 254, 162, 265]
